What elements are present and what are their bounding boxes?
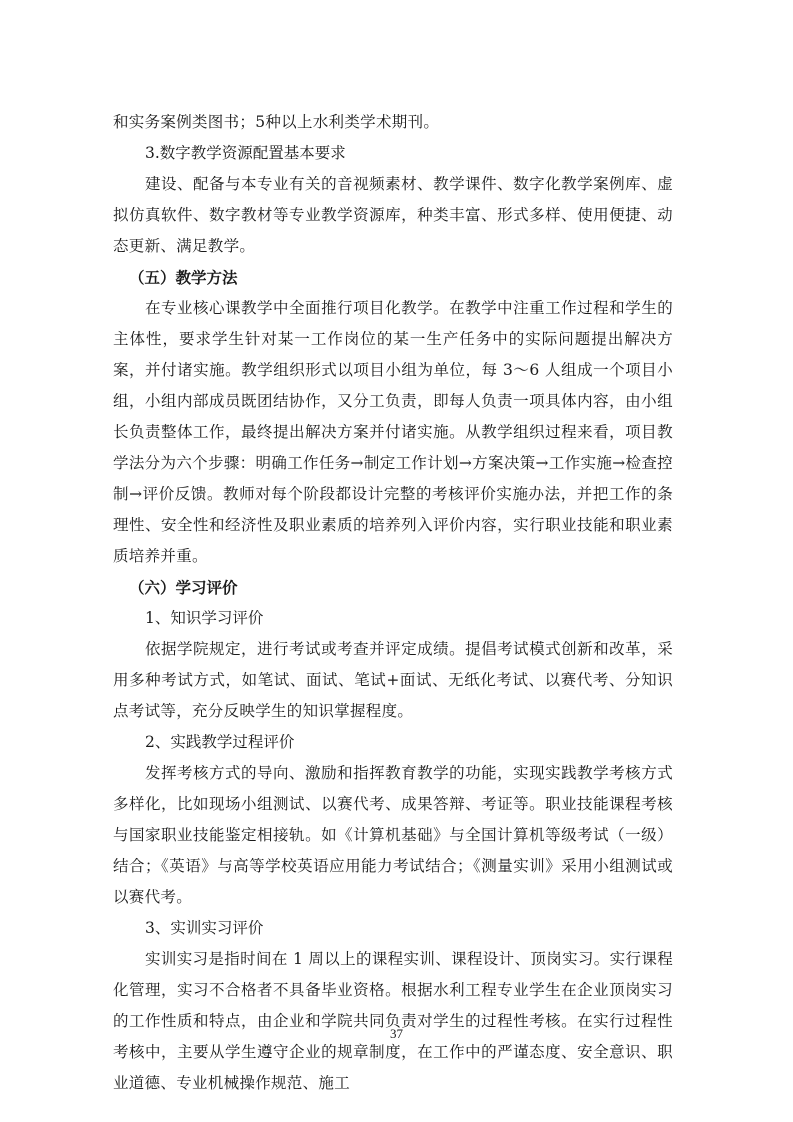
paragraph-teaching-methods: 在专业核心课教学中全面推行项目化教学。在教学中注重工作过程和学生的主体性，要求学生针对某一工作岗位的某一生产任务中的实际问题提出解决方案，并付诸实施。教学组织形式以项目小组为单位，每 3～6 人组成一个项目小组，小组内部成员既团结协作，又分工负责，即每人负责一项具体内容，由小组长负责整体工作，最终提出解决方案并付诸实施。从教学组织过程来看，项目教学法分为六个步骤：明确工作任务→制定工作计划→方案决策→工作实施→检查控制→评价反馈。教师对每个阶段都设计完整的考核评价实施办法，并把工作的条理性、安全性和经济性及职业素质的培养列入评价内容，实行职业技能和职业素质培养并重。: [113, 299, 673, 565]
paragraph-practice-evaluation: 发挥考核方式的导向、激励和指挥教育教学的功能，实现实践教学考核方式多样化，比如现场小组测试、以赛代考、成果答辩、考证等。职业技能课程考核与国家职业技能鉴定相接轨。如《计算机基础》与全国计算机等级考试（一级）结合；《英语》与高等学校英语应用能力考试结合；《测量实训》采用小组测试或以赛代考。: [113, 764, 673, 906]
page-content: [113, 107, 673, 1099]
paragraph-training-evaluation: 实训实习是指时间在 1 周以上的课程实训、课程设计、顶岗实习。实行课程化管理，实习不合格者不具备毕业资格。根据水利工程专业学生在企业顶岗实习的工作性质和特点，由企业和学院共同负责对学生的过程性考核。在实行过程性考核中，主要从学生遵守企业的规章制度，在工作中的严谨态度、安全意识、职业道德、专业机械操作规范、施工: [113, 950, 673, 1092]
heading-teaching-methods: （五）教学方法: [129, 268, 238, 287]
heading-learning-evaluation: （六）学习评价: [129, 578, 238, 597]
heading-training-evaluation: 3、实训实习评价: [145, 919, 264, 937]
heading-practice-evaluation: 2、实践教学过程评价: [145, 733, 295, 751]
paragraph-book-requirements: 和实务案例类图书；5种以上水利类学术期刊。: [113, 113, 440, 131]
heading-knowledge-evaluation: 1、知识学习评价: [145, 609, 264, 627]
page-number: 37: [390, 1026, 403, 1041]
paragraph-knowledge-evaluation: 依据学院规定，进行考试或考查并评定成绩。提倡考试模式创新和改革，采用多种考试方式，如笔试、面试、笔试+面试、无纸化考试、以赛代考、分知识点考试等，充分反映学生的知识掌握程度。: [113, 640, 673, 720]
heading-digital-resources: 3.数字教学资源配置基本要求: [145, 144, 346, 162]
paragraph-digital-resources: 建设、配备与本专业有关的音视频素材、教学课件、数字化教学案例库、虚拟仿真软件、数字教材等专业教学资源库，种类丰富、形式多样、使用便捷、动态更新、满足教学。: [113, 175, 673, 255]
